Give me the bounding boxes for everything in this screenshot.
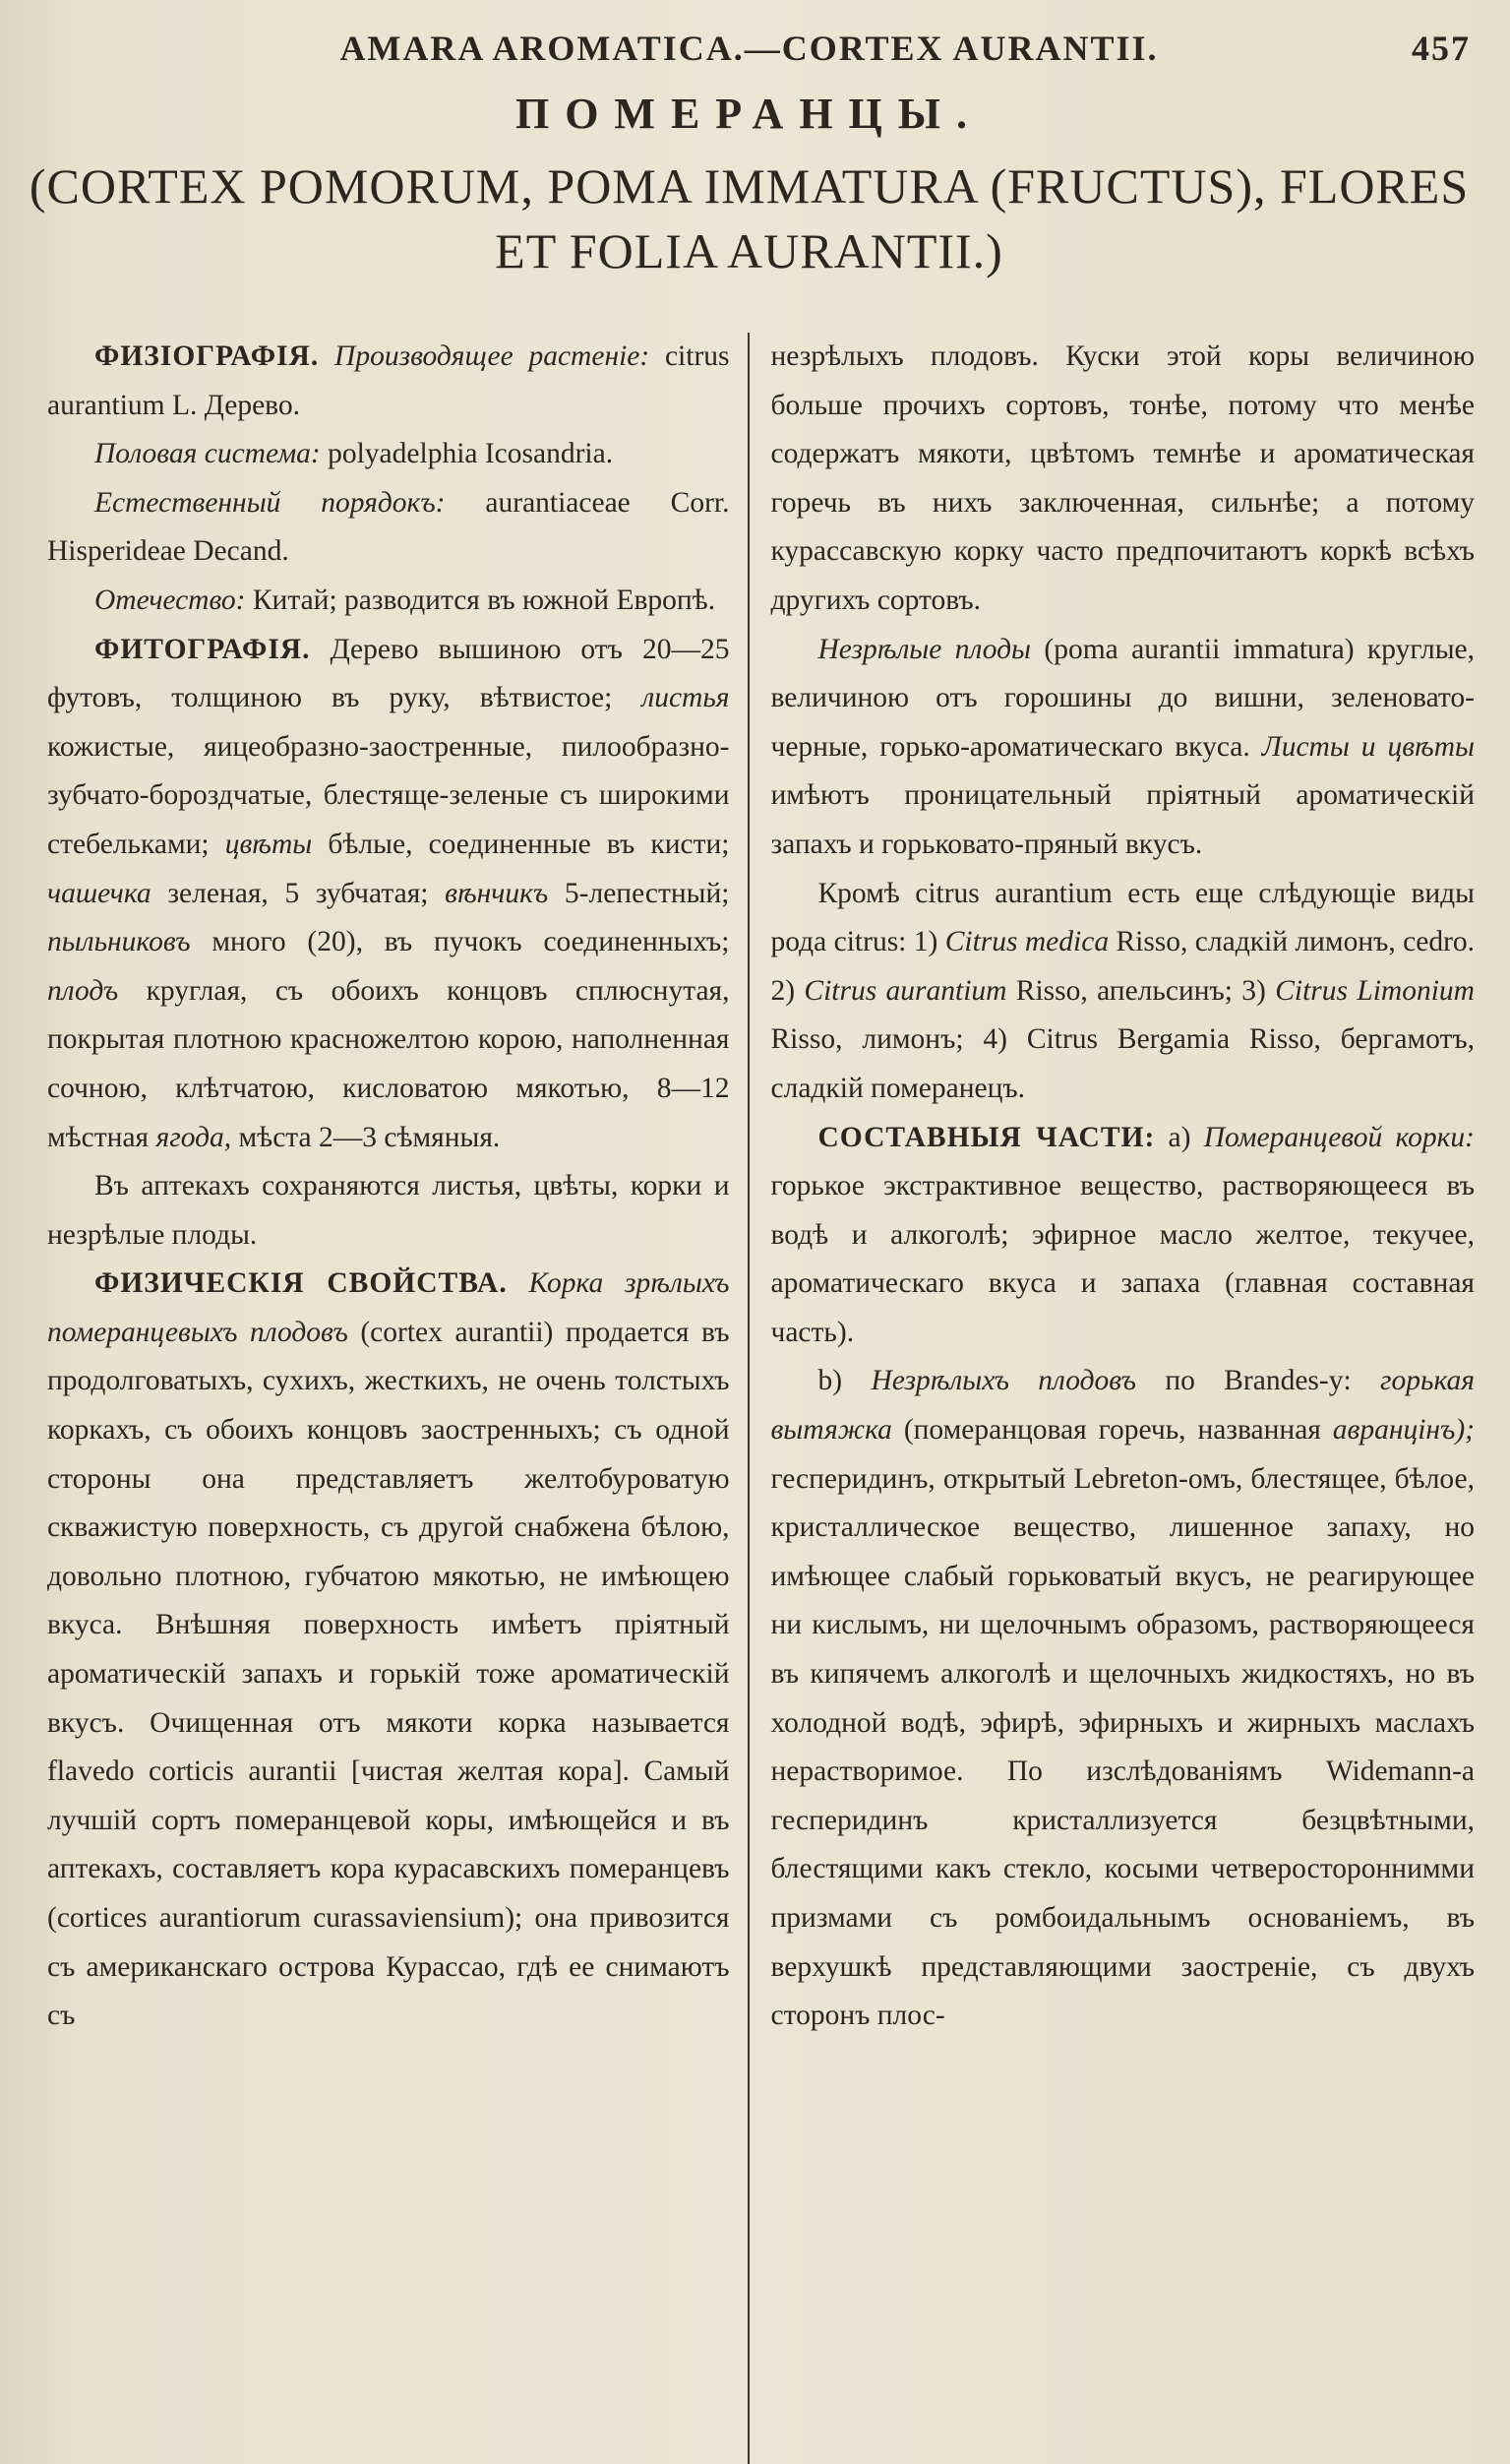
- term: Померанцевой корки:: [1203, 1121, 1476, 1153]
- text-run: имѣютъ проницательный пріятный ароматическій запахъ и горьковато-пряный вкусъ.: [770, 779, 1475, 860]
- page-subtitle: (CORTEX POMORUM, POMA IMMATURA (FRUCTUS), FLORES ET FOLIA AURANTII.): [29, 158, 1470, 278]
- text-run: кожистые, яицеобразно-заостренные, пилообразно-зубчато-бороздчатые, блестяще-зеленые съ широкими стебельками;: [47, 730, 730, 860]
- text-run: (poma aurantii immatura) круглые, величиною отъ горошины до вишни, зеленовато-черные, горько-ароматическаго вкуса.: [770, 633, 1475, 763]
- term: Незрѣлые плоды: [817, 633, 1032, 665]
- running-head: [18, 28, 1480, 83]
- term: Citrus aurantium: [804, 974, 1007, 1007]
- section-heading: ФИЗИЧЕСКІЯ СВОЙСТВА.: [94, 1267, 508, 1300]
- text-run: b): [817, 1365, 872, 1397]
- term: пыльниковъ: [47, 926, 191, 958]
- term: Citrus Limonium: [1275, 974, 1475, 1007]
- paragraph-physical-properties: [47, 1260, 730, 2041]
- paragraph-pharmacy: Въ аптекахъ сохраняются листья, цвѣты, корки и незрѣлые плоды.: [47, 1170, 730, 1251]
- section-heading: ФИТОГРАФІЯ.: [94, 633, 311, 665]
- term: ягода,: [155, 1121, 232, 1153]
- text-run: (померанцовая горечь, названная: [891, 1414, 1333, 1447]
- term: плодъ: [47, 974, 119, 1007]
- text-run: polyadelphia Icosandria.: [320, 438, 614, 470]
- text-columns: [18, 333, 1480, 2464]
- term-label: Естественный порядокъ:: [94, 486, 446, 519]
- paragraph-sex-system: [47, 430, 730, 479]
- paragraph-constituents: [771, 1114, 1476, 1358]
- page-number: 457: [1412, 29, 1471, 68]
- section-heading: ФИЗІОГРАФІЯ.: [94, 340, 320, 372]
- paragraph-natural-order: [47, 479, 730, 577]
- text-run: много (20), въ пучокъ соединенныхъ;: [190, 926, 730, 958]
- text-run: бѣлые, соединенные въ кисти;: [312, 828, 730, 860]
- paragraph-citrus-species: [771, 870, 1476, 1114]
- text-run: мѣста 2—3 сѣмяныя.: [231, 1121, 501, 1153]
- text-run: Risso, лимонъ; 4) Citrus Bergamia Risso, бергамотъ, сладкій померанецъ.: [770, 1023, 1475, 1104]
- paragraph-physiography: [47, 333, 730, 430]
- term: Незрѣлыхъ плодовъ: [871, 1365, 1136, 1397]
- running-title: AMARA AROMATICA.—CORTEX AURANTII.: [339, 29, 1159, 68]
- term: Citrus medica: [944, 926, 1110, 958]
- paragraph-continued: незрѣлыхъ плодовъ. Куски этой коры величиною больше прочихъ сортовъ, тонѣе, потому что менѣе содержатъ мякоти, цвѣтомъ темнѣе и ароматическая горечь въ нихъ заключенная, сильнѣе; а потому курассавскую корку часто предпочитаютъ коркѣ всѣхъ другихъ сортовъ.: [770, 340, 1475, 616]
- text-run: 5-лепестный;: [548, 877, 730, 909]
- term: горькая вытяжка: [770, 1365, 1475, 1447]
- paragraph-unripe-fruit: [771, 626, 1476, 870]
- term: Корка зрѣлыхъ померанцевыхъ плодовъ: [47, 1267, 730, 1348]
- text-run: citrus aurantium L. Дерево.: [47, 340, 730, 421]
- left-column: [18, 333, 750, 2464]
- text-run: круглая, съ обоихъ концовъ сплюснутая, покрытая плотною красножелтою корою, наполненная сочною, клѣтчатою, кисловатою мякотью, 8—12 мѣстная: [47, 974, 730, 1153]
- text-run: гесперидинъ, открытый Lebreton-омъ, блестящее, бѣлое, кристаллическое вещество, лишенное запаху, но имѣющее слабый горьковатый вкусъ, не реагирующее ни кислымъ, ни щелочнымъ образомъ, растворяющееся въ кипячемъ алкоголѣ и щелочныхъ жидкостяхъ, но въ холодной водѣ, эфирѣ, эфирныхъ и жирныхъ маслахъ нерастворимое. По изслѣдованіямъ Widemann-а гесперидинъ кристаллизуется безцвѣтными, блестящими какъ стекло, косыми четверостороннимми призмами съ ромбоидальнымъ основаніемъ, въ верхушкѣ представляющими заостреніе, съ двухъ сторонъ плос-: [770, 1462, 1475, 2032]
- text-run: по Brandes-y:: [1135, 1365, 1381, 1397]
- text-run: Кромѣ citrus aurantium есть еще слѣдующіе виды рода citrus: 1): [770, 877, 1475, 958]
- paragraph-phytography: [47, 626, 730, 1163]
- term-label: Отечество:: [94, 584, 246, 616]
- text-run: зеленая, 5 зубчатая;: [151, 877, 446, 909]
- term: вѣнчикъ: [445, 877, 549, 909]
- term-label: Половая система:: [94, 438, 321, 470]
- term: листья: [641, 682, 730, 714]
- term: цвѣты: [224, 828, 313, 860]
- term-label: Производящее растеніе:: [334, 340, 650, 372]
- text-run: Risso, апельсинъ; 3): [1006, 974, 1276, 1007]
- text-run: Дерево вышиною отъ 20—25 футовъ, толщиною въ руку, вѣтвистое;: [47, 633, 730, 714]
- paragraph-unripe-constituents: [771, 1357, 1476, 2040]
- text-run: (cortex aurantii) продается въ продолговатыхъ, сухихъ, жесткихъ, не очень толстыхъ коркахъ, съ обоихъ концовъ заостренныхъ; съ одной стороны она представляетъ желтобуроватую скважистую поверхность, съ другой снабжена бѣлою, довольно плотною, губчатою мякотью, не имѣющею вкуса. Внѣшняя поверхность имѣетъ пріятный ароматическій запахъ и горькій тоже ароматическій вкусъ. Очищенная отъ мякоти корка называется flavedo corticis aurantii [чистая желтая кора]. Самый лучшій сортъ померанцевой коры, имѣющейся и въ аптекахъ, составляетъ кора курасавскихъ померанцевъ (cortices aurantiorum curassaviensium); она привозится съ американскаго острова Курассао, гдѣ ее снимаютъ съ: [47, 1316, 730, 2032]
- term: чашечка: [47, 877, 151, 909]
- page-title: ПОМЕРАНЦЫ.: [514, 90, 983, 138]
- text-run: a): [1155, 1121, 1204, 1153]
- text-run: горькое экстрактивное вещество, растворяющееся въ водѣ и алкоголѣ; эфирное масло желтое, текучее, ароматическаго вкуса и запаха (главная составная часть).: [770, 1170, 1475, 1348]
- text-run: Китай; разводится въ южной Европѣ.: [245, 584, 716, 616]
- section-heading: СОСТАВНЫЯ ЧАСТИ:: [817, 1121, 1156, 1153]
- term: авранцінъ);: [1332, 1414, 1475, 1447]
- paragraph-homeland: [47, 577, 730, 626]
- term: Листы и цвѣты: [1261, 730, 1475, 763]
- text-run: aurantiaceae Corr. Hisperideae Decand.: [47, 486, 730, 568]
- right-column: [750, 333, 1481, 2464]
- text-run: Risso, сладкій лимонъ, cedro. 2): [770, 926, 1476, 1007]
